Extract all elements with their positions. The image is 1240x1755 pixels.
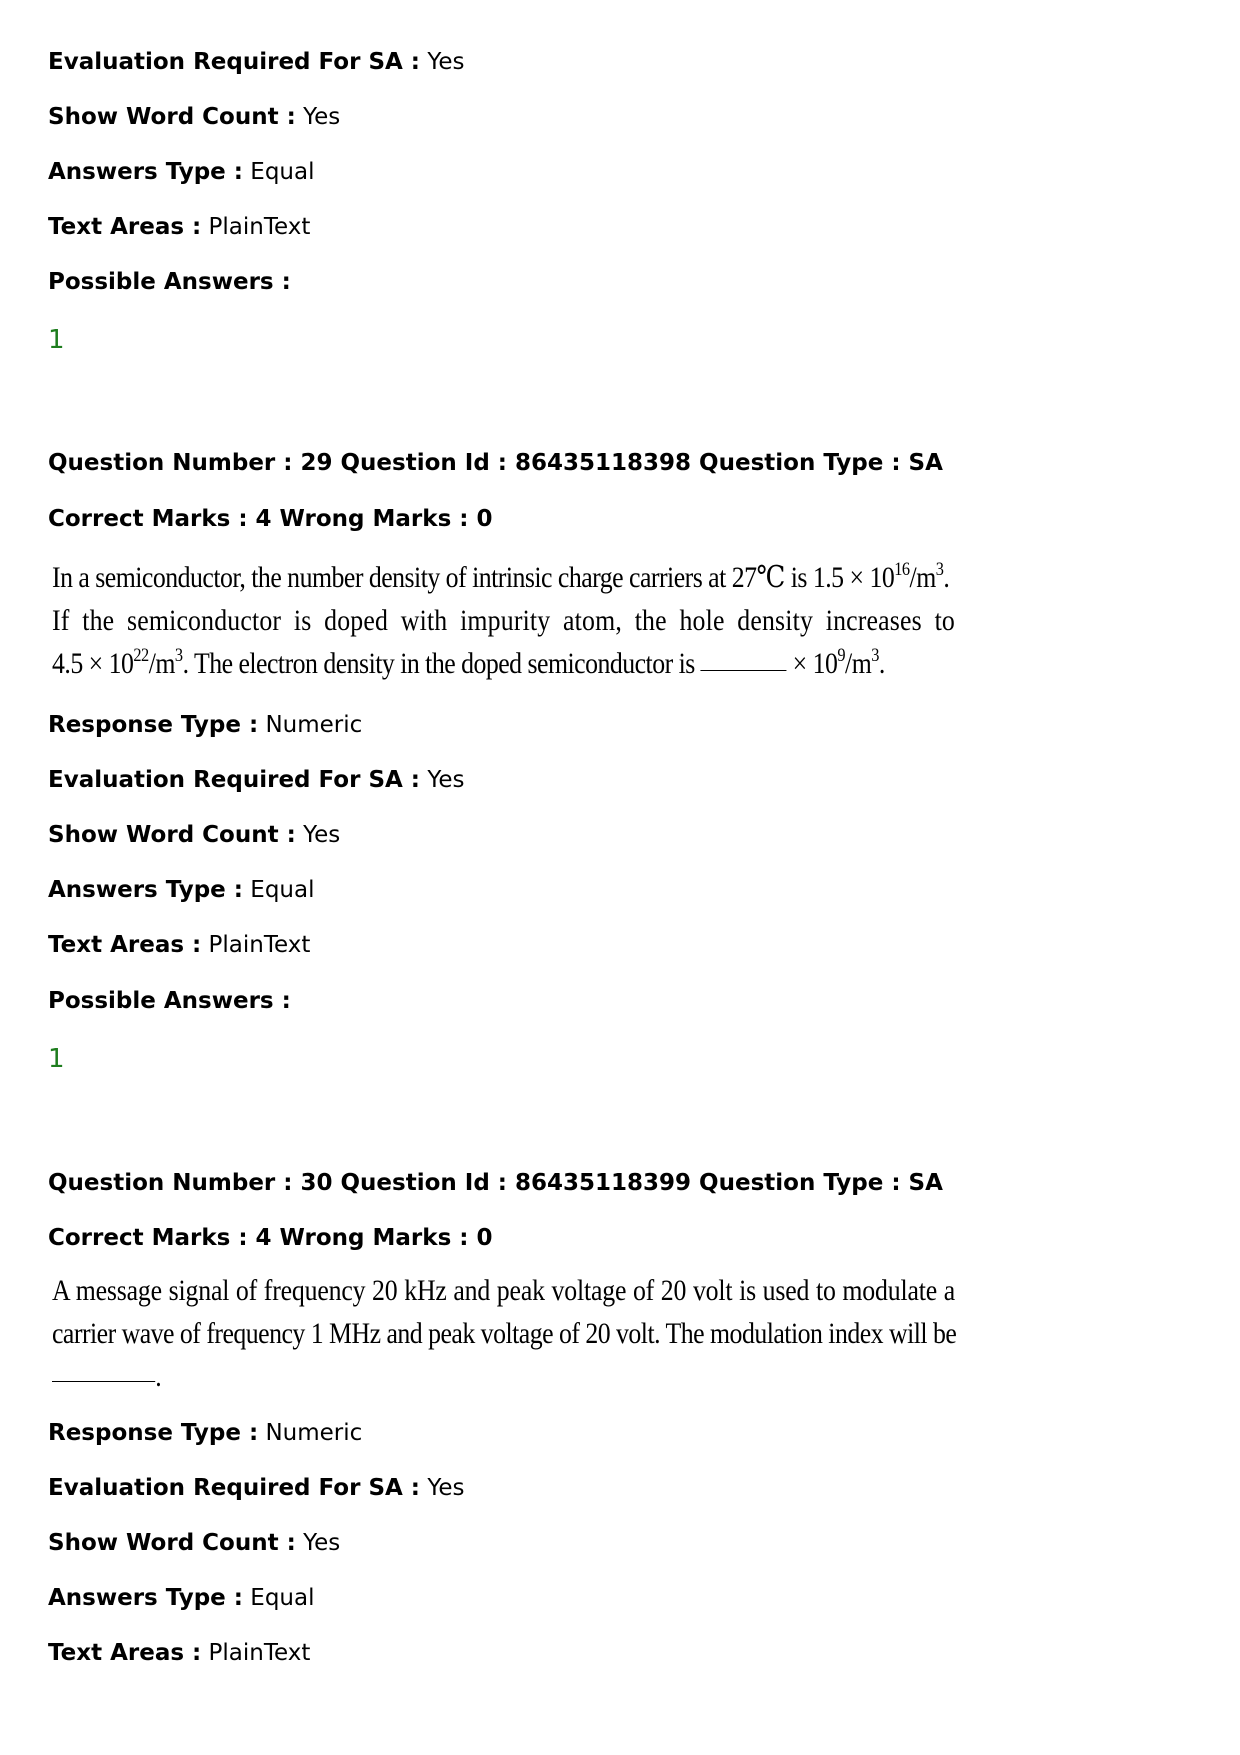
q29-show-word-count-value: Yes — [303, 822, 341, 848]
question-30-heading: Question Number : 30 Question Id : 86435118399 Question Type : SA — [48, 1170, 943, 1196]
text-areas-value: PlainText — [208, 214, 311, 240]
answers-type-label: Answers Type : — [48, 159, 243, 185]
q29-show-word-count-label: Show Word Count : — [48, 822, 296, 848]
q30-response-type-label: Response Type : — [48, 1420, 259, 1446]
answer-blank — [701, 669, 787, 671]
q29-text-areas-label: Text Areas : — [48, 932, 202, 958]
question-30-text-line-1: A message signal of frequency 20 kHz and peak voltage of 20 volt is used to modulate a — [52, 1274, 955, 1307]
question-29-text-line-1: In a semiconductor, the number density of intrinsic charge carriers at 27℃ is $1.5 \times 10^{16}/m^3$. — [52, 559, 950, 594]
q30-text-areas-label: Text Areas : — [48, 1640, 202, 1666]
q30-answers-type-value: Equal — [250, 1585, 315, 1611]
q29-evaluation-required-label: Evaluation Required For SA : — [48, 767, 421, 793]
show-word-count-value: Yes — [303, 104, 341, 130]
q30-evaluation-required-value: Yes — [427, 1475, 465, 1501]
q30-evaluation-required-row — [48, 1473, 464, 1503]
q30-evaluation-required-label: Evaluation Required For SA : — [48, 1475, 421, 1501]
answers-type-row — [48, 157, 315, 187]
q29-possible-answers-label: Possible Answers : — [48, 988, 291, 1014]
q29-response-type-row — [48, 710, 362, 740]
evaluation-required-label: Evaluation Required For SA : — [48, 49, 421, 75]
q30-response-type-row — [48, 1418, 362, 1448]
evaluation-required-row — [48, 47, 464, 77]
q29-show-word-count-row — [48, 820, 340, 850]
question-30-text-line-2: carrier wave of frequency 1 MHz and peak voltage of 20 volt. The modulation index will be — [52, 1317, 957, 1350]
text-areas-row — [48, 212, 310, 242]
q29-answers-type-value: Equal — [250, 877, 315, 903]
q30-show-word-count-label: Show Word Count : — [48, 1530, 296, 1556]
q29-text-areas-value: PlainText — [208, 932, 311, 958]
question-29-marks: Correct Marks : 4 Wrong Marks : 0 — [48, 506, 493, 532]
q30-show-word-count-row — [48, 1528, 340, 1558]
q29-text-areas-row — [48, 930, 310, 960]
question-29-text-line-2: If the semiconductor is doped with impurity atom, the hole density increases to — [52, 604, 955, 637]
q29-evaluation-required-row — [48, 765, 464, 795]
q30-show-word-count-value: Yes — [303, 1530, 341, 1556]
question-29-heading: Question Number : 29 Question Id : 86435118398 Question Type : SA — [48, 450, 943, 476]
q30-response-type-value: Numeric — [265, 1420, 363, 1446]
q30-answers-type-row — [48, 1583, 315, 1613]
q30-answers-type-label: Answers Type : — [48, 1585, 243, 1611]
q29-answers-type-row — [48, 875, 315, 905]
show-word-count-row — [48, 102, 340, 132]
q29-evaluation-required-value: Yes — [427, 767, 465, 793]
question-30-text — [52, 1269, 955, 1398]
q30-text-areas-value: PlainText — [208, 1640, 311, 1666]
question-29-text — [52, 556, 955, 685]
q30-text-areas-row — [48, 1638, 310, 1668]
q29-response-type-value: Numeric — [265, 712, 363, 738]
answers-type-value: Equal — [250, 159, 315, 185]
possible-answers-row — [48, 267, 291, 297]
question-30-marks: Correct Marks : 4 Wrong Marks : 0 — [48, 1225, 493, 1251]
question-30-text-line-3: . — [52, 1355, 955, 1398]
q29-possible-answers-row — [48, 986, 291, 1016]
possible-answers-label: Possible Answers : — [48, 269, 291, 295]
q29-answers-type-label: Answers Type : — [48, 877, 243, 903]
possible-answer-value: 1 — [48, 325, 65, 355]
q29-response-type-label: Response Type : — [48, 712, 259, 738]
q29-possible-answer-value: 1 — [48, 1044, 65, 1074]
question-29-text-line-3: $4.5 \times 10^{22}/m^3$. The electron density in the doped semiconductor is × $10^9/m^3$. — [52, 645, 885, 680]
answer-blank — [52, 1380, 155, 1382]
evaluation-required-value: Yes — [427, 49, 465, 75]
text-areas-label: Text Areas : — [48, 214, 202, 240]
show-word-count-label: Show Word Count : — [48, 104, 296, 130]
